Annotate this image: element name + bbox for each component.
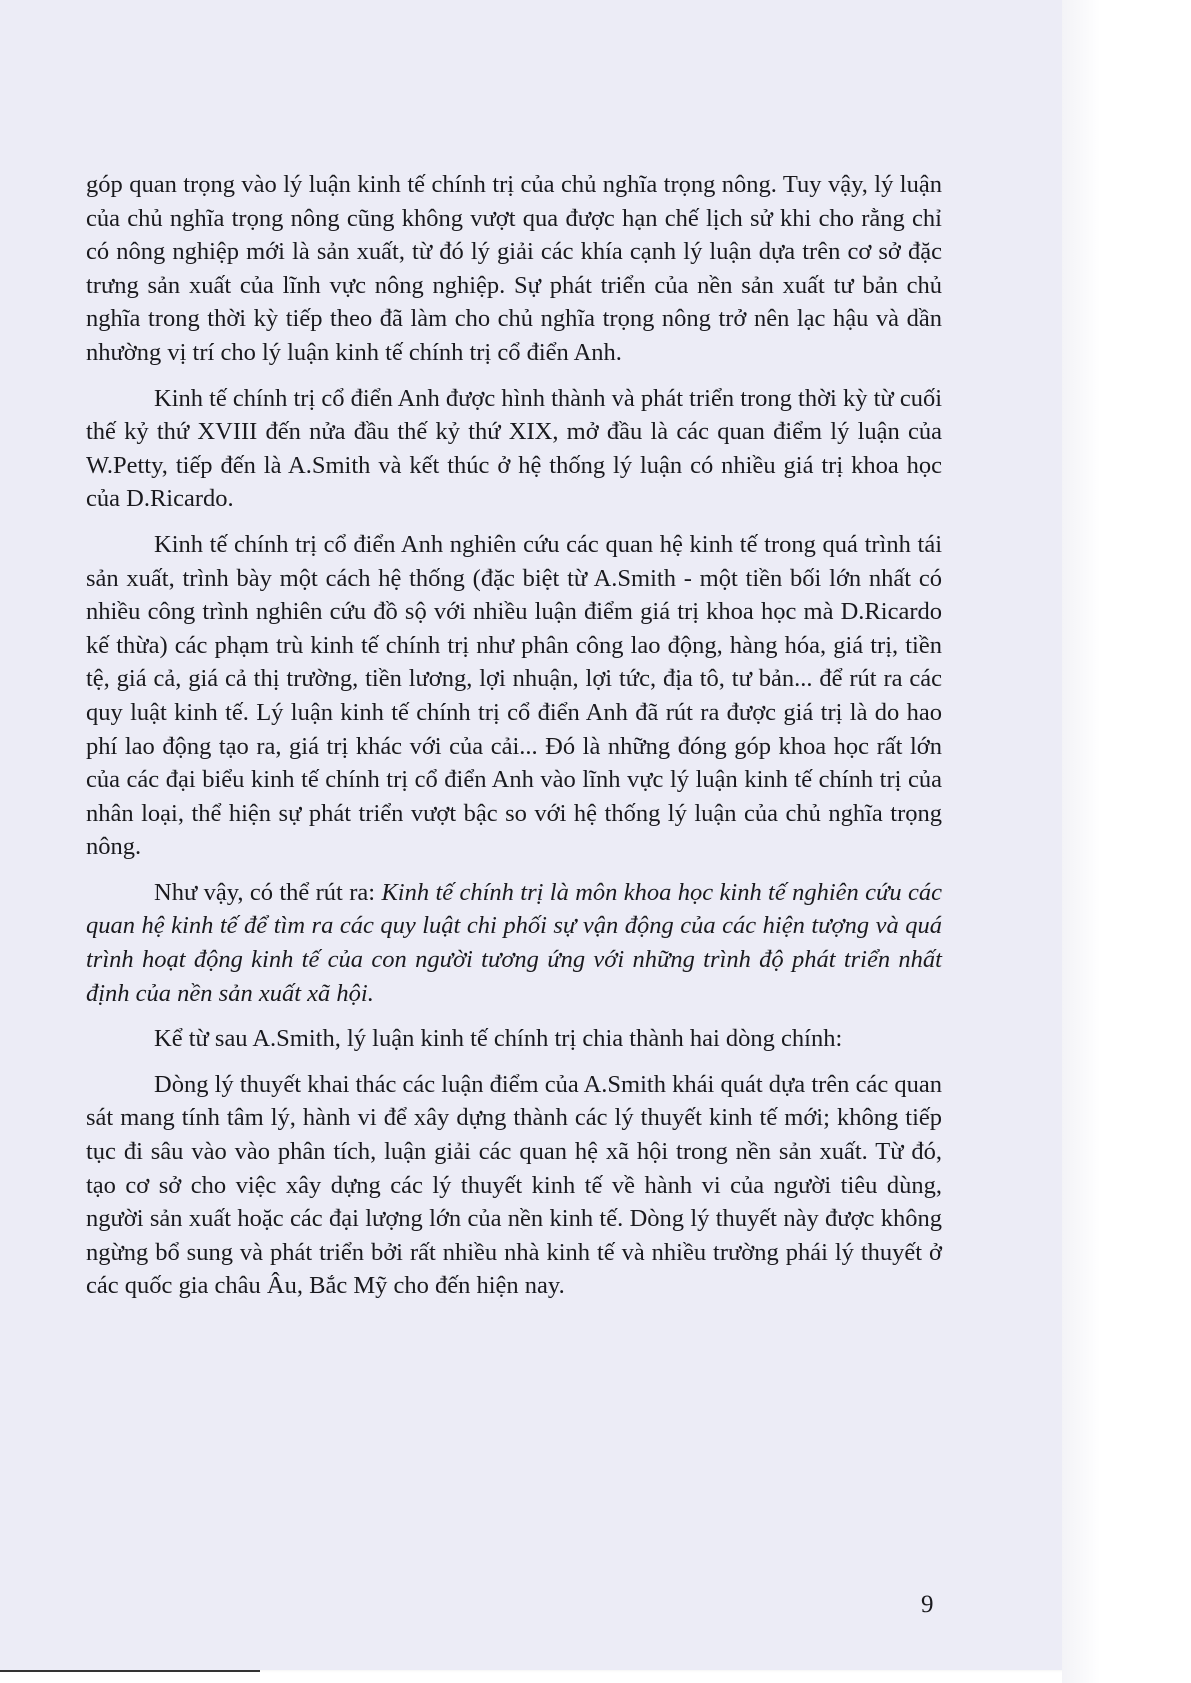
paragraph-6: Dòng lý thuyết khai thác các luận điểm của A.Smith khái quát dựa trên các quan sát mang tính tâm lý, hành vi để xây dựng thành các lý thuyết kinh tế mới; không tiếp tục đi sâu vào vào phân tích, luận giải các quan hệ xã hội trong nền sản xuất. Từ đó, tạo cơ sở cho việc xây dựng các lý thuyết kinh tế về hành vi của người tiêu dùng, người sản xuất hoặc các đại lượng lớn của nền kinh tế. Dòng lý thuyết này được không ngừng bổ sung và phát triển bởi rất nhiều nhà kinh tế và nhiều trường phái lý thuyết ở các quốc gia châu Âu, Bắc Mỹ cho đến hiện nay. [86,1070,942,1300]
paragraph-2: Kinh tế chính trị cổ điển Anh được hình thành và phát triển trong thời kỳ từ cuối thế kỷ thứ XVIII đến nửa đầu thế kỷ thứ XIX, mở đầu là các quan điểm lý luận của W.Petty, tiếp đến là A.Smith và kết thúc ở hệ thống lý luận có nhiều giá trị khoa học của D.Ricardo. [86,384,943,513]
page-number: 9 [921,1591,934,1618]
paragraph-4-definition: Kinh tế chính trị là môn khoa học kinh tế nghiên cứu các quan hệ kinh tế để tìm ra các quy luật chi phối sự vận động của các hiện tượng và quá trình hoạt động kinh tế của con người tương ứng với những trình độ phát triển nhất định của nền sản xuất xã hội. [86,878,942,1007]
paragraph-4-plain: Như vậy, có thể rút ra: [154,878,382,906]
paragraph-5: Kể từ sau A.Smith, lý luận kinh tế chính trị chia thành hai dòng chính: [154,1025,843,1053]
paragraph-1: góp quan trọng vào lý luận kinh tế chính trị của chủ nghĩa trọng nông. Tuy vậy, lý luận của chủ nghĩa trọng nông cũng không vượt qua được hạn chế lịch sử khi cho rằng chỉ có nông nghiệp mới là sản xuất, từ đó lý giải các khía cạnh lý luận dựa trên cơ sở đặc trưng sản xuất của lĩnh vực nông nghiệp. Sự phát triển của nền sản xuất tư bản chủ nghĩa trong thời kỳ tiếp theo đã làm cho chủ nghĩa trọng nông trở nên lạc hậu và dần nhường vị trí cho lý luận kinh tế chính trị cổ điển Anh. [86,171,942,366]
body-text [86,168,942,1315]
paragraph-3: Kinh tế chính trị cổ điển Anh nghiên cứu các quan hệ kinh tế trong quá trình tái sản xuất, trình bày một cách hệ thống (đặc biệt từ A.Smith - một tiền bối lớn nhất có nhiều công trình nghiên cứu đồ sộ với nhiều luận điểm giá trị khoa học mà D.Ricardo kế thừa) các phạm trù kinh tế chính trị như phân công lao động, hàng hóa, giá trị, tiền tệ, giá cả, giá cả thị trường, tiền lương, lợi nhuận, lợi tức, địa tô, tư bản... để rút ra các quy luật kinh tế. Lý luận kinh tế chính trị cổ điển Anh đã rút ra được giá trị là do hao phí lao động tạo ra, giá trị khác với của cải... Đó là những đóng góp khoa học rất lớn của các đại biểu kinh tế chính trị cổ điển Anh vào lĩnh vực lý luận kinh tế chính trị của nhân loại, thể hiện sự phát triển vượt bậc so với hệ thống lý luận của chủ nghĩa trọng nông. [86,530,942,861]
page-margin [1062,0,1191,1683]
paragraph-4 [86,876,942,1010]
bottom-rule [0,1670,260,1672]
